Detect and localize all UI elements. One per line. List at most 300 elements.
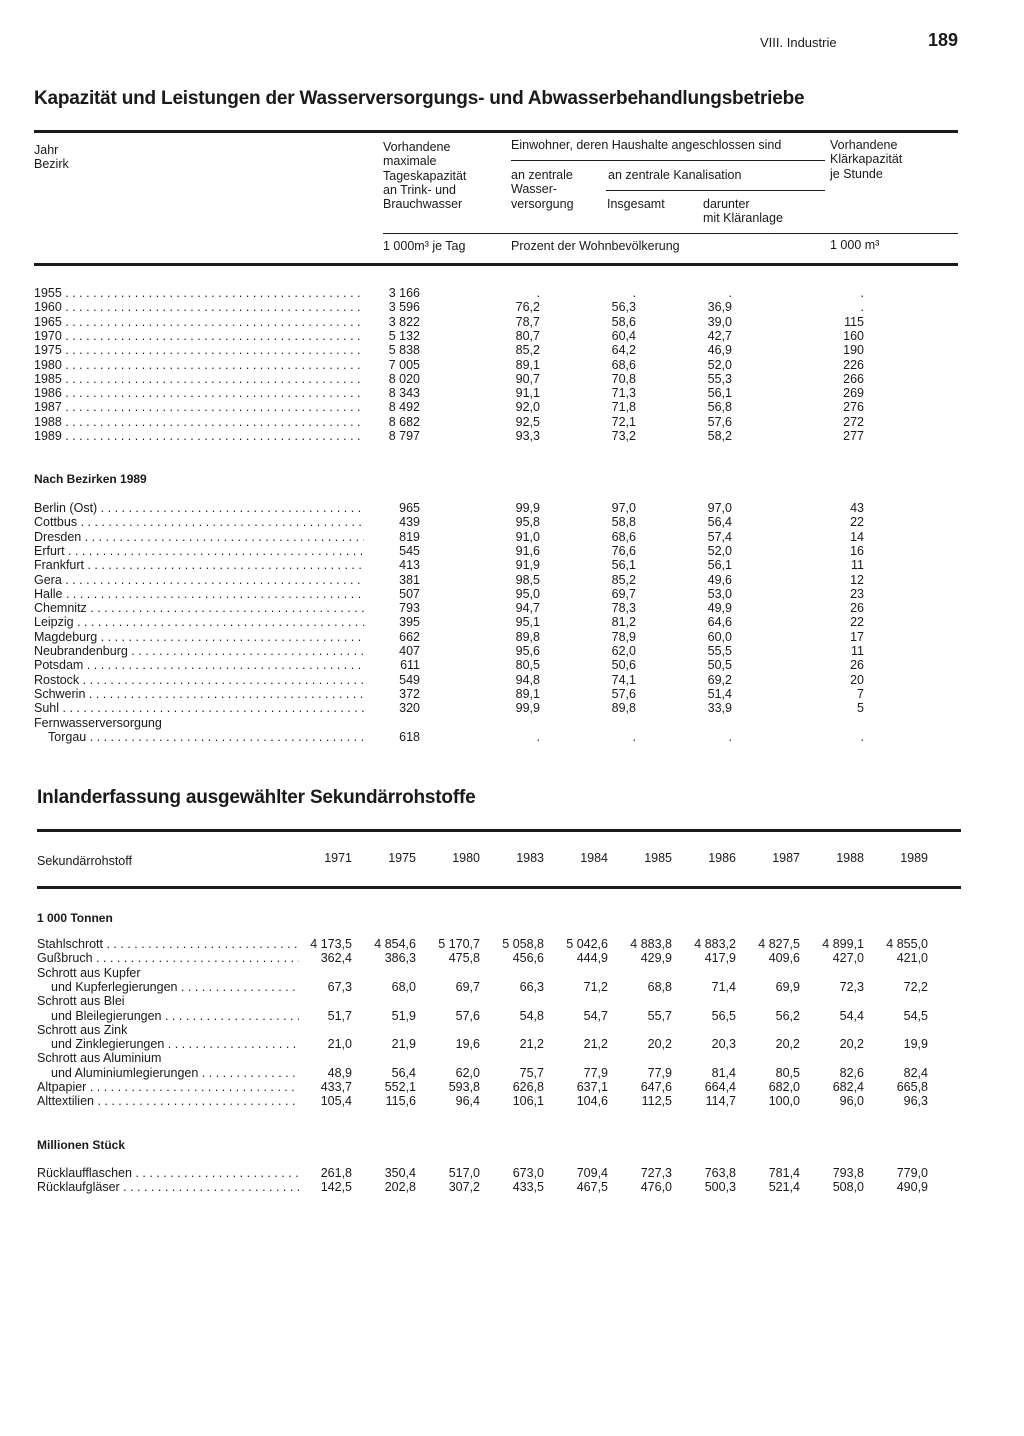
cell-clarification: 17 xyxy=(850,629,864,644)
row-label-wrap xyxy=(34,400,364,414)
district-heading: Nach Bezirken 1989 xyxy=(34,472,147,486)
table2-title: Inlanderfassung ausgewählter Sekundärrohstoffe xyxy=(37,787,476,808)
page-number: 189 xyxy=(928,30,959,50)
cell-clarification: 26 xyxy=(850,601,864,616)
row-label: 1988 . . . xyxy=(34,415,364,429)
cell-plant: 60,0 xyxy=(707,629,732,644)
table-cell: 779,0 xyxy=(896,1166,928,1180)
table-cell: 467,5 xyxy=(576,1180,608,1195)
cell-plant: 36,9 xyxy=(707,300,732,315)
row-label: 1980 . . . xyxy=(34,358,364,372)
cell-water: 78,7 xyxy=(515,314,540,329)
table-cell: 104,6 xyxy=(576,1094,608,1109)
cell-sewer: 71,3 xyxy=(611,386,636,401)
capacity-head-line: an Trink- und xyxy=(383,182,456,197)
row-label: Gußbruch . . . xyxy=(37,951,299,965)
clarification-head-line: Klärkapazität xyxy=(830,152,903,167)
table-cell: 475,8 xyxy=(448,951,480,966)
cell-capacity: 793 xyxy=(399,601,420,616)
row-label-wrap xyxy=(34,615,364,629)
cell-clarification: 26 xyxy=(850,658,864,673)
row-label-wrap xyxy=(34,386,364,400)
cell-capacity: 413 xyxy=(399,558,420,573)
row-label: Suhl . . . xyxy=(34,701,364,715)
cell-water: 94,7 xyxy=(515,601,540,616)
cell-clarification: . xyxy=(860,300,864,315)
row-label: Dresden . . . xyxy=(34,530,364,544)
cell-capacity: 8 343 xyxy=(388,386,420,401)
cell-capacity: 662 xyxy=(399,629,420,644)
cell-sewer: 70,8 xyxy=(611,371,636,386)
table-cell: 57,6 xyxy=(455,1008,480,1023)
cell-capacity: 8 020 xyxy=(388,371,420,386)
cell-water: 76,2 xyxy=(515,300,540,315)
row-label-wrap xyxy=(37,1080,299,1094)
row-label-wrap xyxy=(37,980,299,994)
table-cell: 56,2 xyxy=(775,1008,800,1023)
cell-capacity: 381 xyxy=(399,572,420,587)
year-column-header: 1983 xyxy=(516,851,544,865)
cell-clarification: 226 xyxy=(843,357,864,372)
cell-capacity: 407 xyxy=(399,644,420,658)
cell-sewer: 56,1 xyxy=(611,558,636,573)
row-label-wrap xyxy=(37,1180,299,1194)
table-cell: 4 899,1 xyxy=(822,937,864,951)
cell-plant: 52,0 xyxy=(707,357,732,372)
cell-sewer: 76,6 xyxy=(611,543,636,558)
table-cell: 386,3 xyxy=(384,951,416,966)
row-label: 1986 . . . xyxy=(34,386,364,400)
table-cell: 51,7 xyxy=(327,1008,352,1023)
row-label: Schwerin . . . xyxy=(34,687,364,701)
row-label-wrap xyxy=(37,1166,299,1180)
table-cell: 62,0 xyxy=(455,1065,480,1080)
table-cell: 21,2 xyxy=(583,1037,608,1052)
table-cell: 4 173,5 xyxy=(310,937,352,951)
cell-water: . xyxy=(536,730,540,744)
row-label-line1: Schrott aus Blei xyxy=(37,994,125,1009)
table-cell: 421,0 xyxy=(896,951,928,966)
row-label-wrap xyxy=(37,937,299,951)
capacity-head-line: Tageskapazität xyxy=(383,168,467,183)
cell-sewer: 81,2 xyxy=(611,615,636,630)
cell-sewer: 72,1 xyxy=(611,414,636,429)
table-cell: 673,0 xyxy=(512,1166,544,1180)
cell-clarification: 20 xyxy=(850,672,864,687)
row-label: Cottbus . . . xyxy=(34,515,364,529)
cell-sewer: 68,6 xyxy=(611,357,636,372)
cell-plant: 51,4 xyxy=(707,686,732,701)
row-label: Rücklaufgläser . . . xyxy=(37,1180,299,1194)
cell-sewer: 57,6 xyxy=(611,686,636,701)
cell-clarification: 266 xyxy=(843,371,864,386)
table-cell: 476,0 xyxy=(640,1180,672,1195)
cell-plant: 49,9 xyxy=(707,601,732,616)
table-cell: 4 827,5 xyxy=(758,937,800,951)
table-cell: 682,0 xyxy=(768,1080,800,1094)
cell-water: 99,9 xyxy=(515,501,540,515)
cell-clarification: 276 xyxy=(843,400,864,415)
table-cell: 307,2 xyxy=(448,1180,480,1195)
year-column-header: 1989 xyxy=(900,851,928,865)
table-cell: 4 883,8 xyxy=(630,937,672,951)
table-cell: 456,6 xyxy=(512,951,544,966)
sewer-head: an zentrale Kanalisation xyxy=(608,168,742,182)
residents-head: Einwohner, deren Haushalte angeschlossen sind xyxy=(511,138,782,152)
cell-capacity: 3 822 xyxy=(388,314,420,329)
row-label-wrap xyxy=(34,329,364,343)
cell-sewer: 71,8 xyxy=(611,400,636,415)
cell-sewer: 64,2 xyxy=(611,343,636,358)
row-label: Neubrandenburg . . . xyxy=(34,644,364,658)
cell-clarification: 11 xyxy=(851,558,864,573)
cell-capacity: 3 166 xyxy=(388,286,420,300)
cell-water: 89,8 xyxy=(515,629,540,644)
cell-capacity: 3 596 xyxy=(388,300,420,315)
row-label-wrap xyxy=(34,300,364,314)
table-cell: 54,5 xyxy=(903,1008,928,1023)
cell-capacity: 507 xyxy=(399,586,420,601)
cell-plant: 57,6 xyxy=(707,414,732,429)
cell-water: 91,9 xyxy=(515,558,540,573)
row-label-wrap xyxy=(34,315,364,329)
row-label: 1965 . . . xyxy=(34,315,364,329)
capacity-head-line: Brauchwasser xyxy=(383,197,463,212)
row-label-wrap xyxy=(37,1009,299,1023)
row-label: Gera . . . xyxy=(34,573,364,587)
cell-sewer: 89,8 xyxy=(611,701,636,716)
cell-plant: 56,8 xyxy=(707,400,732,415)
cell-plant: 42,7 xyxy=(707,328,732,343)
cell-sewer: 69,7 xyxy=(611,586,636,601)
cell-plant: 55,5 xyxy=(707,644,732,658)
row-label: 1985 . . . xyxy=(34,372,364,386)
cell-water: 92,0 xyxy=(515,400,540,415)
section-heading: VIII. Industrie xyxy=(760,35,837,50)
table-cell: 105,4 xyxy=(320,1094,352,1109)
cell-plant: 55,3 xyxy=(707,371,732,386)
row-label-wrap xyxy=(34,530,364,544)
cell-plant: 56,1 xyxy=(707,558,732,573)
cell-capacity: 5 132 xyxy=(388,328,420,343)
cell-water: 90,7 xyxy=(515,371,540,386)
fernwasser-torgau-row xyxy=(34,730,364,744)
unit-capacity: 1 000m³ je Tag xyxy=(383,239,466,253)
table-cell: 781,4 xyxy=(768,1166,800,1180)
row-label: Berlin (Ost) . . . xyxy=(34,501,364,515)
cell-plant: 58,2 xyxy=(707,429,732,443)
row-label: Erfurt . . . xyxy=(34,544,364,558)
cell-plant: 56,1 xyxy=(707,386,732,401)
cell-water: 89,1 xyxy=(515,686,540,701)
cell-sewer: 78,9 xyxy=(611,629,636,644)
table-cell: 112,5 xyxy=(641,1094,672,1109)
row-label-wrap xyxy=(34,587,364,601)
capacity-head xyxy=(383,140,466,211)
cell-sewer: 73,2 xyxy=(611,429,636,443)
table-cell: 427,0 xyxy=(832,951,864,966)
row-label: Rücklaufflaschen . . . xyxy=(37,1166,299,1180)
row-label-line2: und Bleilegierungen . . . xyxy=(37,1009,299,1023)
cell-plant: 64,6 xyxy=(707,615,732,630)
table-cell: 96,4 xyxy=(455,1094,480,1109)
row-label-wrap xyxy=(34,673,364,687)
row-label: 1975 . . . xyxy=(34,343,364,357)
cell-water: 95,6 xyxy=(515,644,540,658)
table-cell: 69,9 xyxy=(775,979,800,994)
table-cell: 4 854,6 xyxy=(374,937,416,951)
cell-capacity: 819 xyxy=(399,529,420,544)
row-label-wrap xyxy=(34,429,364,443)
cell-sewer: 78,3 xyxy=(611,601,636,616)
plant-head-line: darunter xyxy=(703,197,750,211)
table-cell: 5 170,7 xyxy=(438,937,480,951)
table-cell: 96,3 xyxy=(903,1094,928,1109)
cell-sewer: 85,2 xyxy=(611,572,636,587)
table-cell: 54,8 xyxy=(519,1008,544,1023)
row-label: 1960 . . . xyxy=(34,300,364,314)
year-column-header: 1985 xyxy=(644,851,672,865)
section-stueck: Millionen Stück xyxy=(37,1138,126,1152)
cell-plant: 53,0 xyxy=(707,586,732,601)
row-label-wrap xyxy=(34,701,364,715)
cell-water: 80,5 xyxy=(515,658,540,673)
table-cell: 100,0 xyxy=(768,1094,800,1109)
cell-water: 98,5 xyxy=(515,572,540,587)
cell-clarification: 190 xyxy=(843,343,864,358)
table-cell: 444,9 xyxy=(576,951,608,966)
row-label-line2: und Kupferlegierungen . . . xyxy=(37,980,299,994)
fernwasser-label: Fernwasserversorgung xyxy=(34,716,162,730)
water-head-line: versorgung xyxy=(511,196,574,211)
row-label: Stahlschrott . . . xyxy=(37,937,299,951)
cell-water: 95,8 xyxy=(515,515,540,530)
table-cell: 647,6 xyxy=(640,1080,672,1094)
cell-clarification: 277 xyxy=(843,429,864,443)
row-label-wrap xyxy=(34,372,364,386)
cell-sewer: . xyxy=(632,730,636,744)
table-cell: 77,9 xyxy=(647,1065,672,1080)
table-cell: 80,5 xyxy=(775,1065,800,1080)
cell-sewer: 62,0 xyxy=(611,644,636,658)
unit-clarification: 1 000 m³ xyxy=(830,238,880,252)
cell-sewer: 58,6 xyxy=(611,314,636,329)
row-label-line2: und Zinklegierungen . . . xyxy=(37,1037,299,1051)
table-cell: 96,0 xyxy=(839,1094,864,1109)
row-label: 1970 . . . xyxy=(34,329,364,343)
cell-water: 95,0 xyxy=(515,586,540,601)
cell-clarification: 14 xyxy=(850,529,864,544)
table-cell: 417,9 xyxy=(704,951,736,966)
cell-clarification: 115 xyxy=(844,314,864,329)
cell-sewer: 68,6 xyxy=(611,529,636,544)
table-cell: 69,7 xyxy=(455,979,480,994)
cell-water: 92,5 xyxy=(515,414,540,429)
cell-capacity: 618 xyxy=(399,730,420,744)
row-label: Chemnitz . . . xyxy=(34,601,364,615)
stub-head-line: Jahr xyxy=(34,143,59,157)
year-column-header: 1980 xyxy=(452,851,480,865)
table2-top-rule xyxy=(37,829,961,832)
row-label: 1989 . . . xyxy=(34,429,364,443)
table-cell: 72,3 xyxy=(839,979,864,994)
table-cell: 727,3 xyxy=(640,1166,672,1180)
cell-clarification: 160 xyxy=(843,328,864,343)
cell-water: 89,1 xyxy=(515,357,540,372)
cell-capacity: 965 xyxy=(399,501,420,515)
cell-water: 93,3 xyxy=(515,429,540,443)
water-head xyxy=(511,168,574,211)
table-cell: 51,9 xyxy=(391,1008,416,1023)
water-head-line: Wasser- xyxy=(511,182,558,197)
cell-capacity: 549 xyxy=(399,672,420,687)
row-label-line1: Schrott aus Kupfer xyxy=(37,965,141,980)
cell-clarification: 23 xyxy=(850,586,864,601)
table-cell: 114,7 xyxy=(705,1094,736,1109)
table2-header-rule xyxy=(37,886,961,889)
table-cell: 68,0 xyxy=(391,979,416,994)
unit-percent: Prozent der Wohnbevölkerung xyxy=(511,239,680,253)
clarification-head-line: je Stunde xyxy=(830,166,883,181)
table-cell: 626,8 xyxy=(512,1080,544,1094)
table-cell: 68,8 xyxy=(647,979,672,994)
row-label-wrap xyxy=(34,601,364,615)
table-cell: 20,2 xyxy=(647,1037,672,1052)
table-cell: 552,1 xyxy=(384,1080,416,1094)
table-cell: 593,8 xyxy=(448,1080,480,1094)
row-label-wrap xyxy=(34,515,364,529)
table-cell: 56,5 xyxy=(711,1008,736,1023)
row-label-wrap xyxy=(37,1094,299,1108)
table-cell: 637,1 xyxy=(576,1080,608,1094)
table-cell: 4 883,2 xyxy=(694,937,736,951)
plant-head xyxy=(703,197,783,226)
cell-water: 80,7 xyxy=(515,328,540,343)
cell-clarification: 272 xyxy=(843,414,864,429)
cell-sewer: 58,8 xyxy=(611,515,636,530)
table-cell: 261,8 xyxy=(320,1166,352,1180)
cell-clarification: 16 xyxy=(850,543,864,558)
cell-sewer: . xyxy=(632,286,636,300)
cell-water: 91,0 xyxy=(515,529,540,544)
row-label: Magdeburg . . . xyxy=(34,630,364,644)
cell-capacity: 611 xyxy=(400,658,420,673)
water-head-line: an zentrale xyxy=(511,168,573,182)
row-label-wrap xyxy=(37,1037,299,1051)
table-cell: 54,4 xyxy=(839,1008,864,1023)
cell-capacity: 5 838 xyxy=(388,343,420,358)
cell-plant: 46,9 xyxy=(707,343,732,358)
clarification-head xyxy=(830,138,902,181)
table-cell: 709,4 xyxy=(576,1166,608,1180)
row-label-wrap xyxy=(34,415,364,429)
table-cell: 56,4 xyxy=(391,1065,416,1080)
table-cell: 77,9 xyxy=(583,1065,608,1080)
total-head: Insgesamt xyxy=(607,197,665,211)
table-cell: 521,4 xyxy=(768,1180,800,1195)
cell-water: 91,6 xyxy=(515,543,540,558)
cell-capacity: 545 xyxy=(399,543,420,558)
table-cell: 142,5 xyxy=(320,1180,352,1195)
cell-capacity: 8 797 xyxy=(388,429,420,443)
table-cell: 67,3 xyxy=(327,979,352,994)
cell-water: 91,1 xyxy=(515,386,540,401)
cell-water: 99,9 xyxy=(515,701,540,716)
cell-plant: 50,5 xyxy=(707,658,732,673)
cell-capacity: 395 xyxy=(399,615,420,630)
table-cell: 115,6 xyxy=(385,1094,416,1109)
row-label-wrap xyxy=(34,644,364,658)
cell-water: . xyxy=(536,286,540,300)
table-cell: 433,5 xyxy=(512,1180,544,1195)
cell-clarification: 5 xyxy=(857,701,864,716)
table-cell: 21,2 xyxy=(519,1037,544,1052)
year-column-header: 1988 xyxy=(836,851,864,865)
cell-clarification: 269 xyxy=(843,386,864,401)
row-label-wrap xyxy=(34,343,364,357)
cell-plant: . xyxy=(728,730,732,744)
table-cell: 82,6 xyxy=(839,1065,864,1080)
cell-sewer: 97,0 xyxy=(611,501,636,515)
table-cell: 81,4 xyxy=(711,1065,736,1080)
table-cell: 20,2 xyxy=(839,1037,864,1052)
table-cell: 409,6 xyxy=(768,951,800,966)
cell-plant: 33,9 xyxy=(707,701,732,716)
table-cell: 54,7 xyxy=(583,1008,608,1023)
row-label-wrap xyxy=(34,658,364,672)
row-label-wrap xyxy=(37,1066,299,1080)
stub-head-line: Bezirk xyxy=(34,157,69,172)
year-column-header: 1987 xyxy=(772,851,800,865)
row-label-line2: und Aluminiumlegierungen . . . xyxy=(37,1066,299,1080)
cell-capacity: 439 xyxy=(399,515,420,530)
plant-head-line: mit Kläranlage xyxy=(703,211,783,226)
table-cell: 763,8 xyxy=(704,1166,736,1180)
capacity-head-line: maximale xyxy=(383,154,437,169)
table-cell: 5 042,6 xyxy=(566,937,608,951)
table-cell: 508,0 xyxy=(832,1180,864,1195)
table-cell: 20,3 xyxy=(711,1037,736,1052)
cell-capacity: 372 xyxy=(399,686,420,701)
clarification-head-line: Vorhandene xyxy=(830,138,898,152)
table-cell: 19,9 xyxy=(903,1037,928,1052)
row-label: 1987 . . . xyxy=(34,400,364,414)
row-label: Halle . . . xyxy=(34,587,364,601)
table1-title: Kapazität und Leistungen der Wasserversorgungs- und Abwasserbehandlungsbetriebe xyxy=(34,88,805,109)
table-cell: 20,2 xyxy=(775,1037,800,1052)
table-cell: 490,9 xyxy=(896,1180,928,1195)
row-label-wrap xyxy=(34,286,364,300)
cell-water: 94,8 xyxy=(515,672,540,687)
row-label-line1: Schrott aus Aluminium xyxy=(37,1051,162,1066)
cell-capacity: 320 xyxy=(399,701,420,716)
table-cell: 682,4 xyxy=(832,1080,864,1094)
capacity-head-line: Vorhandene xyxy=(383,140,451,154)
row-label: 1955 . . . xyxy=(34,286,364,300)
table-cell: 21,9 xyxy=(391,1037,416,1052)
cell-capacity: 7 005 xyxy=(388,357,420,372)
cell-clarification: 22 xyxy=(850,515,864,530)
row-label-wrap xyxy=(34,630,364,644)
year-column-header: 1984 xyxy=(580,851,608,865)
row-label: Alttextilien . . . xyxy=(37,1094,299,1108)
year-column-header: 1971 xyxy=(324,851,352,865)
row-label-wrap xyxy=(34,558,364,572)
cell-capacity: 8 682 xyxy=(388,414,420,429)
cell-plant: 49,6 xyxy=(707,572,732,587)
unit-rule xyxy=(383,233,958,234)
row-label: Torgau . . . xyxy=(34,730,364,744)
